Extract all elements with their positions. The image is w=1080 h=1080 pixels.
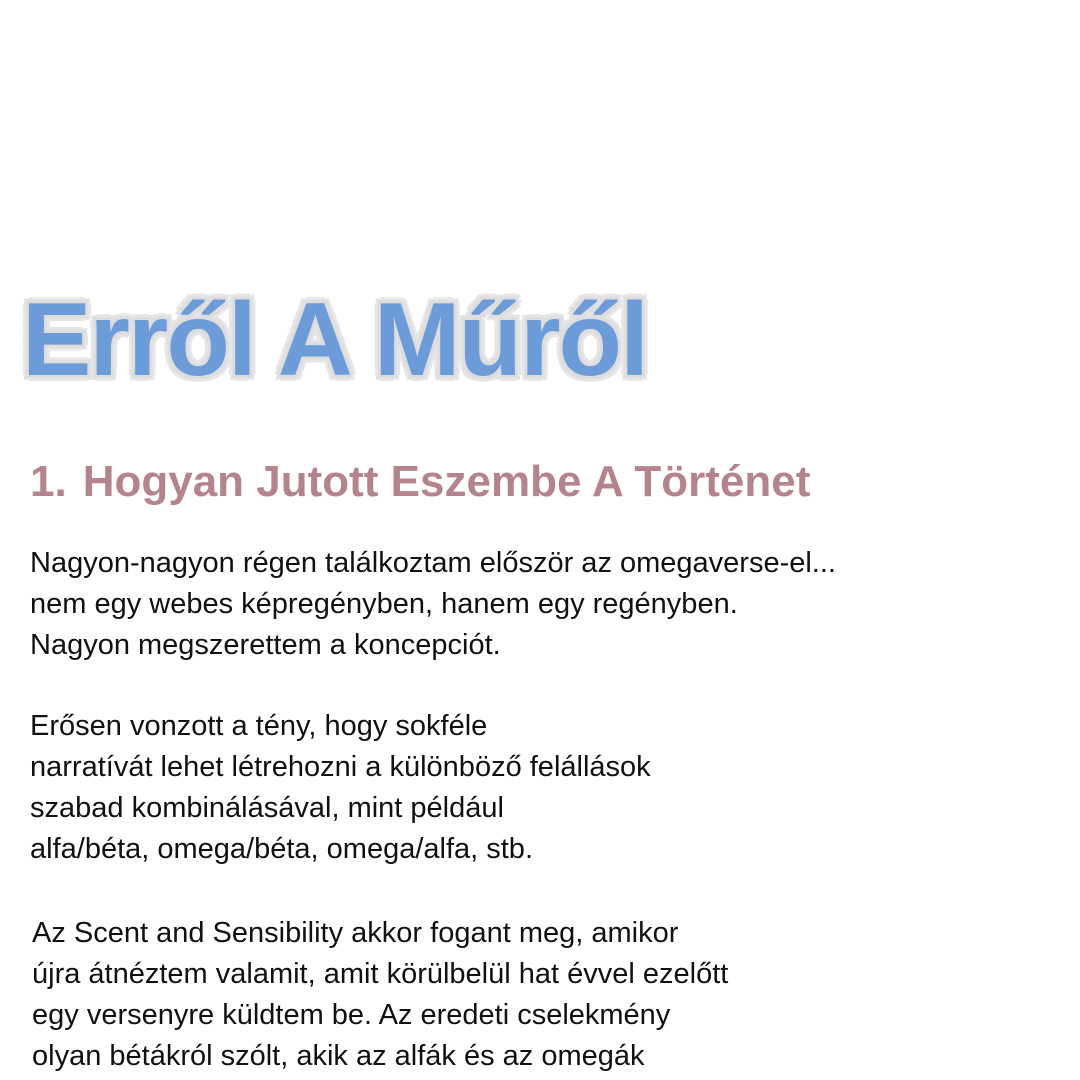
section-heading-text: Hogyan Jutott Eszembe A Történet: [82, 457, 811, 506]
paragraph-line: Nagyon megszerettem a koncepciót.: [30, 629, 501, 661]
paragraph-line: szabad kombinálásával, mint például: [30, 792, 504, 824]
paragraph-line: egy versenyre küldtem be. Az eredeti cselekmény: [32, 999, 671, 1031]
paragraph-1: [30, 543, 836, 666]
paragraph-line: újra átnéztem valamit, amit körülbelül hat évvel ezelőtt: [32, 958, 729, 990]
paragraph-line: Nagyon-nagyon régen találkoztam először az omegaverse-el...: [30, 547, 836, 579]
paragraph-line: narratívát lehet létrehozni a különböző felállások: [30, 751, 651, 783]
paragraph-line: Az Scent and Sensibility akkor fogant meg, amikor: [32, 917, 679, 949]
section-heading: [30, 458, 810, 506]
section-number: 1.: [30, 457, 67, 506]
page-title: Erről A Műről: [22, 282, 647, 398]
paragraph-3: [32, 913, 728, 1077]
paragraph-line: olyan bétákról szólt, akik az alfák és az omegák: [32, 1040, 645, 1072]
paragraph-line: Erősen vonzott a tény, hogy sokféle: [30, 710, 488, 742]
paragraph-line: nem egy webes képregényben, hanem egy regényben.: [30, 588, 738, 620]
paragraph-2: [30, 706, 651, 870]
paragraph-line: alfa/béta, omega/béta, omega/alfa, stb.: [30, 833, 533, 865]
